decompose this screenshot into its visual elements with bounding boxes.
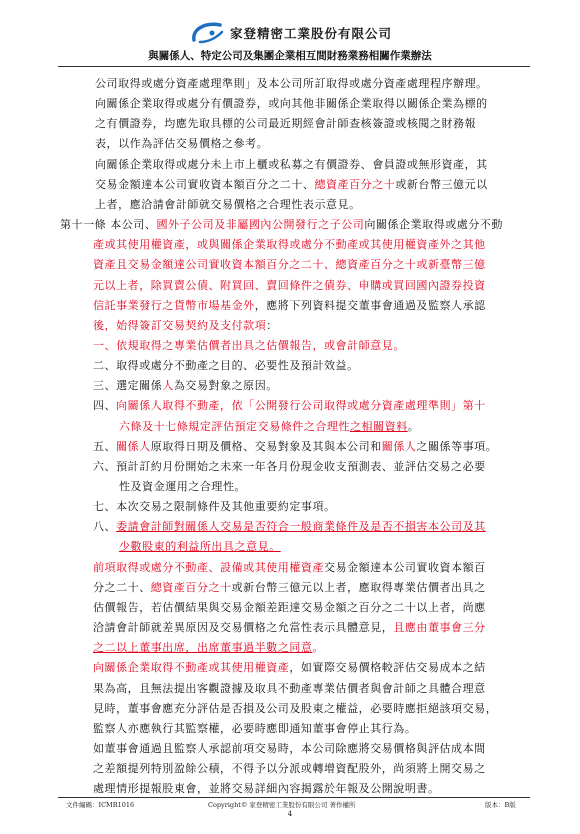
text-line xyxy=(93,558,486,578)
text-line xyxy=(93,759,486,779)
text-line xyxy=(93,598,486,618)
text-line xyxy=(93,517,486,537)
text-segment: 之二以上董事出席，出席董事過半數之同意 xyxy=(93,641,313,655)
text-line xyxy=(95,94,488,114)
company-name: 家登精密工業股份有限公司 xyxy=(230,26,393,41)
text-line xyxy=(93,396,486,416)
text-segment: 表，以作為評估交易價格之參考。 xyxy=(95,137,269,151)
text-segment: 。 xyxy=(407,419,420,433)
text-line xyxy=(93,336,405,356)
text-line xyxy=(93,376,278,396)
text-segment: 關係人 xyxy=(116,439,151,453)
text-segment: 國外子公司及非屬國內公開發行之子公司 xyxy=(156,218,365,232)
text-segment: 洽請會計師就差異原因及交易價格之允當性表示具體意見， xyxy=(93,621,394,635)
text-segment: 五、 xyxy=(93,439,117,453)
text-segment: 上者，應洽請會計師就交易價格之合理性表示意見。 xyxy=(95,197,361,211)
text-segment: 。 xyxy=(312,641,325,655)
text-segment: 且應由董事會三分 xyxy=(393,621,486,635)
text-segment: 六條及十七條規定評估預定交易條件之合理性 xyxy=(119,419,350,433)
text-segment: 四、 xyxy=(93,399,117,413)
text-line xyxy=(93,638,324,658)
text-line xyxy=(93,437,497,457)
text-segment: ： xyxy=(266,318,278,332)
text-segment: 向關係人取得不動產，依「公開發行公司取得或處分資產處理準則」第十 xyxy=(116,399,486,413)
text-segment: 向關係企業取得不動產 xyxy=(93,661,209,675)
copyright-text: Copyright© 家登精密工業股份有限公司 著作權所 xyxy=(208,801,356,809)
footer-divider xyxy=(58,797,530,798)
text-line xyxy=(93,296,486,316)
text-line xyxy=(93,679,486,699)
text-segment: 產 xyxy=(93,238,105,252)
doc-code: 文件編碼：ICMR1016 xyxy=(66,801,135,809)
text-segment: ，如實際交易價格較評估交易成本之結 xyxy=(289,661,486,675)
text-segment: 為交易對象之原因。 xyxy=(173,379,278,393)
text-line xyxy=(93,578,486,598)
page-header xyxy=(0,14,580,66)
text-line xyxy=(93,457,486,477)
text-line xyxy=(95,74,488,94)
text-segment: 權資產 xyxy=(289,560,325,574)
text-line xyxy=(93,255,486,275)
text-segment: 或新台幣三億元以上者，應取得專業估價者出具之 xyxy=(231,580,486,594)
text-segment: 性及資金運用之合理性。 xyxy=(119,480,247,493)
text-segment: 交易金額達本公司實收資本額百 xyxy=(324,560,486,574)
text-segment: 向關係企業取得或處分有價證券，或向其他非關係企業取得以關係企業為標的 xyxy=(95,97,488,111)
text-line xyxy=(93,276,486,296)
text-segment: 一、依規取得之專業估價者出具之估價報告，或會計師意見。 xyxy=(93,338,405,352)
text-segment: 三、選定關係 xyxy=(93,379,163,393)
text-segment: 元以上者，除買賣公債、附買回、賣回條件之債券、申購或買回國內證券投資 xyxy=(93,278,486,292)
text-line xyxy=(119,417,419,437)
text-segment: ，或與關係企業取得或處分不動產或其使用權資產外之其他 xyxy=(185,238,486,252)
text-line xyxy=(119,477,246,497)
text-segment: 如董事會通過且監察人承認前項交易時，本公司除應將交易價格與評估成本間 xyxy=(93,741,486,755)
text-line xyxy=(93,316,278,336)
text-segment: 監察人亦應執行其監察權，必要時應即通知董事會停止其行為。 xyxy=(93,721,417,735)
text-segment: 信託事業發行之貨幣市場基金外 xyxy=(93,298,255,312)
text-line xyxy=(93,658,486,678)
text-line xyxy=(95,155,488,175)
text-segment: 原取得日期及價格、交易對象及其與本公司和 xyxy=(150,439,382,453)
text-segment: 之差額提列特別盈餘公積，不得予以分派或轉增資配股外，尚須將上開交易之 xyxy=(93,762,486,776)
text-segment: 總資產百分之十 xyxy=(150,580,232,594)
text-segment: 總資產百分之十 xyxy=(314,177,396,191)
text-segment: 八、 xyxy=(93,520,117,534)
text-segment: 關係人 xyxy=(381,439,417,453)
header-divider xyxy=(58,66,530,67)
text-line xyxy=(93,719,416,739)
text-line xyxy=(93,497,336,517)
text-segment: 之有價證券，均應先取具標的公司最近期經會計師查核簽證或核閱之財務報 xyxy=(95,117,477,131)
text-line xyxy=(95,134,268,154)
company-logo-icon xyxy=(190,20,226,46)
text-segment: 之關係等事項。 xyxy=(416,439,498,453)
document-subtitle: 與關係人、特定公司及集團企業相互間財務業務相關作業辦法 xyxy=(148,50,432,62)
text-segment: 委請會計師對關係人交易是否符合一般商業條件及是否不損害本公司及其 xyxy=(116,520,486,534)
text-line xyxy=(119,537,281,557)
text-line xyxy=(93,235,486,255)
text-line xyxy=(93,618,486,638)
text-segment: 或其使用權資產 xyxy=(208,661,290,675)
text-line xyxy=(93,699,497,719)
text-segment: 之相關資料 xyxy=(350,419,408,433)
text-line xyxy=(93,356,359,376)
text-line xyxy=(95,175,488,195)
text-segment: 交易金額達本公司實收資本額百分之二十、 xyxy=(95,177,315,191)
text-segment: 估價報告，若估價結果與交易金額差距達交易金額之百分之二十以上者，尚應 xyxy=(93,600,486,614)
text-line xyxy=(95,195,361,215)
page-number: 4 xyxy=(287,810,293,818)
version-label: 版本：B版 xyxy=(485,801,516,809)
text-segment: 公司取得或處分資產處理準則」及本公司所訂取得或處分資產處理程序辦理。 xyxy=(95,77,488,90)
text-segment: 或其使用權資產 xyxy=(104,238,186,252)
text-line xyxy=(93,739,486,759)
text-segment: 向關係企業取得或處分未上市上櫃或私募之有價證券、會員證或無形資產，其 xyxy=(95,157,488,171)
text-segment: ，應將下列資料提交董事會通過及監察人承認 xyxy=(254,298,486,312)
text-segment: 後，始得簽訂交易契約及支付款項 xyxy=(93,318,267,332)
text-segment: 二、取得或處分不動產之目的、必要性及預計效益。 xyxy=(93,359,359,373)
text-segment: 人 xyxy=(162,379,174,393)
text-segment: 資產且交易金額達公司實收資本額百分之二十、總資產百分之十或新臺幣三億 xyxy=(93,258,486,272)
text-line xyxy=(60,215,503,235)
text-segment: 向關係企業取得或處分不動 xyxy=(364,218,503,232)
text-segment: 或新台幣三億元以 xyxy=(395,177,488,191)
text-segment: 少數股東的利益所出具之意見。 xyxy=(119,540,281,554)
text-segment: 處理情形提報股東會，並將交易詳細內容揭露於年報及公開說明書。 xyxy=(93,782,440,796)
text-segment: 分之二十、 xyxy=(93,580,151,594)
text-segment: 前項取得或處分不動產、設備或其使用 xyxy=(93,560,290,574)
text-segment: 見時，董事會應充分評估是否損及公司及股東之權益，必要時應拒絕該項交易， xyxy=(93,701,498,715)
text-line xyxy=(95,114,476,134)
text-segment: 六、預計訂約月份開始之未來一年各月份現金收支預測表、並評估交易之必要 xyxy=(93,459,486,473)
text-segment: 果為高，且無法提出客觀證據及取具不動產專業估價者與會計師之具體合理意 xyxy=(93,681,486,695)
text-segment: 第十一條 本公司、 xyxy=(60,218,157,232)
text-segment: 七、本次交易之限制條件及其他重要約定事項。 xyxy=(93,500,336,514)
